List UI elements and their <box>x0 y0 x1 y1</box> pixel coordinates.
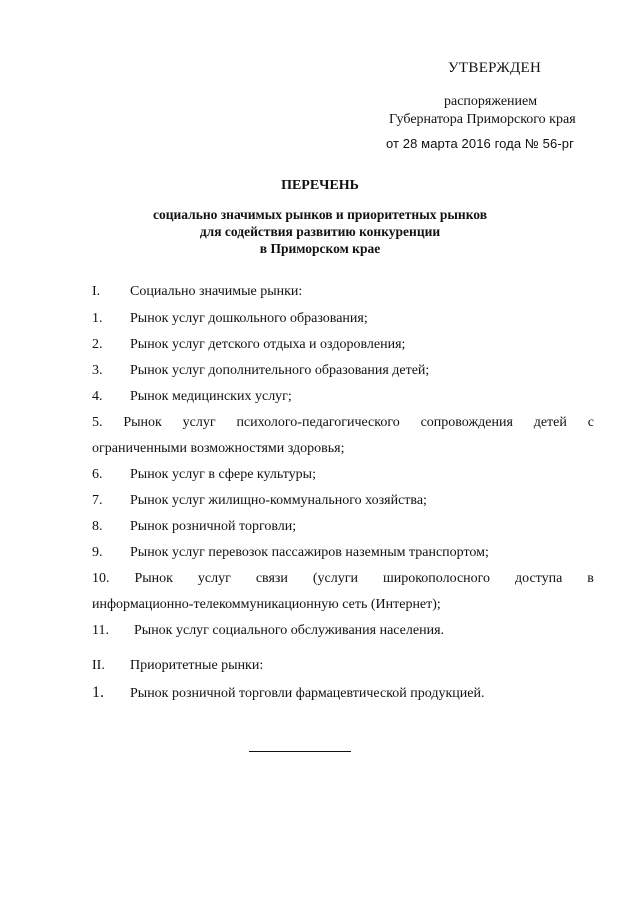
item-word: Рынок <box>134 571 173 586</box>
item-text: Рынок медицинских услуг; <box>130 389 292 404</box>
item-continuation: информационно-телекоммуникационную сеть (Интернет); <box>92 597 441 612</box>
item-text: Рынок розничной торговли; <box>130 519 297 534</box>
approval-line-governor: Губернатора Приморского края <box>389 112 576 127</box>
document-subtitle-line-3: в Приморском крае <box>259 241 381 256</box>
section-number: II. <box>92 658 105 673</box>
item-number: 2. <box>92 337 103 352</box>
item-word: услуг <box>182 415 216 430</box>
item-word: психолого-педагогического <box>236 415 400 430</box>
item-text: Рынок услуг дошкольного образования; <box>130 311 368 326</box>
item-number: 4. <box>92 389 103 404</box>
item-word: связи <box>255 571 288 586</box>
item-text: Рынок розничной торговли фармацевтической продукцией. <box>130 686 485 701</box>
item-word: в <box>587 571 594 586</box>
item-text: Рынок услуг дополнительного образования детей; <box>130 363 430 378</box>
order-date-number-stamp: от 28 марта 2016 года № 56-рг <box>386 136 574 151</box>
item-number: 11. <box>92 623 109 638</box>
document-subtitle-line-2: для содействия развитию конкуренции <box>199 224 441 239</box>
item-text: Рынок услуг перевозок пассажиров наземным транспортом; <box>130 545 489 560</box>
item-number: 3. <box>92 363 103 378</box>
item-word: услуг <box>197 571 231 586</box>
item-text: Рынок услуг социального обслуживания населения. <box>134 623 445 638</box>
item-number: 7. <box>92 493 103 508</box>
item-word: сопровождения <box>420 415 513 430</box>
section-label: Социально значимые рынки: <box>130 284 303 299</box>
item-continuation: ограниченными возможностями здоровья; <box>92 441 345 456</box>
item-word: с <box>587 415 594 430</box>
document-subtitle-line-1: социально значимых рынков и приоритетных рынков <box>152 207 488 222</box>
section-label: Приоритетные рынки: <box>130 658 264 673</box>
item-word: доступа <box>515 571 563 586</box>
item-word: детей <box>533 415 567 430</box>
approval-line-order: распоряжением <box>444 94 538 109</box>
item-word: Рынок <box>123 415 162 430</box>
item-number: 8. <box>92 519 103 534</box>
list-item-justified-line <box>92 415 594 431</box>
item-word: (услуги <box>312 571 358 586</box>
item-number: 5. <box>92 415 103 430</box>
item-number: 10. <box>92 571 110 586</box>
approved-heading: УТВЕРЖДЕН <box>448 60 542 76</box>
item-number: 1. <box>92 311 103 326</box>
item-number: 1. <box>92 684 104 701</box>
document-title: ПЕРЕЧЕНЬ <box>281 178 359 193</box>
item-number: 9. <box>92 545 103 560</box>
item-number: 6. <box>92 467 103 482</box>
item-text: Рынок услуг детского отдыха и оздоровления; <box>130 337 406 352</box>
item-word: широкополосного <box>382 571 491 586</box>
list-item-justified-line <box>92 571 594 587</box>
section-number: I. <box>92 284 101 299</box>
item-text: Рынок услуг жилищно-коммунального хозяйства; <box>130 493 427 508</box>
item-text: Рынок услуг в сфере культуры; <box>130 467 316 482</box>
closing-divider-line <box>249 751 351 752</box>
